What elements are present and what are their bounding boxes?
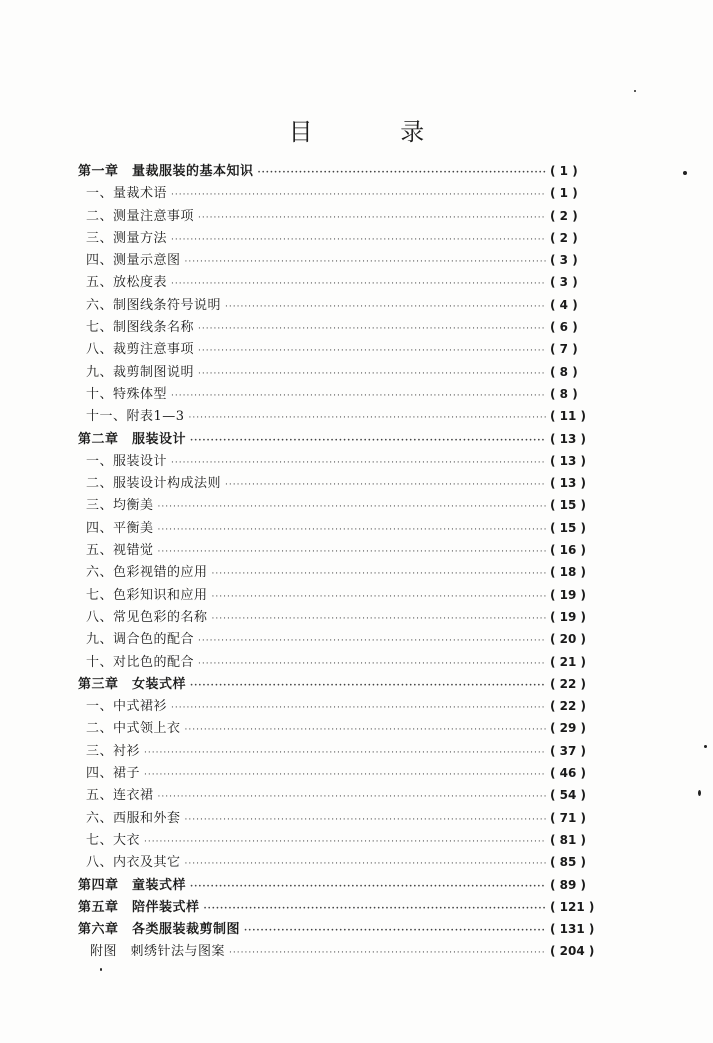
toc-entry-title: 九、调合色的配合 xyxy=(86,632,195,648)
toc-leader-dots xyxy=(185,853,546,875)
toc-entry-title: 七、色彩知识和应用 xyxy=(86,587,208,603)
toc-section-row xyxy=(78,628,598,650)
toc-page-number: ( 7 ) xyxy=(550,342,578,357)
toc-entry-title: 三、衬衫 xyxy=(86,743,141,759)
toc-section-row xyxy=(78,851,598,873)
toc-leader-dots xyxy=(198,363,546,385)
toc-page-number: ( 18 ) xyxy=(550,565,587,580)
toc-entry-title: 第四章 童装式样 xyxy=(78,877,187,893)
toc-entry-title: 八、裁剪注意事项 xyxy=(86,342,195,358)
toc-page-number: ( 13 ) xyxy=(550,431,587,446)
toc-section-row xyxy=(78,829,598,851)
toc-page-number: ( 1 ) xyxy=(550,186,578,201)
toc-section-row xyxy=(78,472,598,494)
toc-page-number: ( 85 ) xyxy=(550,855,587,870)
toc-section-row xyxy=(78,205,598,227)
toc-entry-title: 七、大衣 xyxy=(86,832,141,848)
toc-section-row xyxy=(78,405,598,427)
toc-entry-title: 一、量裁术语 xyxy=(86,186,168,202)
toc-section-row xyxy=(78,717,598,739)
toc-leader-dots xyxy=(158,541,546,563)
toc-page-number: ( 81 ) xyxy=(550,832,587,847)
toc-page-number: ( 29 ) xyxy=(550,721,587,736)
toc-page-number: ( 6 ) xyxy=(550,320,578,335)
toc-leader-dots xyxy=(190,876,546,898)
toc-entry-title: 二、中式领上衣 xyxy=(86,721,181,737)
toc-chapter-row xyxy=(78,160,598,182)
toc-entry-title: 一、服装设计 xyxy=(86,453,168,469)
toc-page-number: ( 89 ) xyxy=(550,877,587,892)
toc-chapter-row xyxy=(78,428,598,450)
toc-entry-title: 五、连衣裙 xyxy=(86,788,154,804)
toc-page-number: ( 4 ) xyxy=(550,297,578,312)
toc-leader-dots xyxy=(198,207,546,229)
toc-entry-title: 第二章 服装设计 xyxy=(78,431,187,447)
toc-section-row xyxy=(78,807,598,829)
toc-page-number: ( 15 ) xyxy=(550,498,587,513)
toc-page-number: ( 13 ) xyxy=(550,453,587,468)
toc-entry-title: 第一章 量裁服装的基本知识 xyxy=(78,164,254,179)
toc-section-row xyxy=(78,271,598,293)
toc-leader-dots xyxy=(144,742,546,764)
toc-leader-dots xyxy=(185,719,546,741)
toc-entry-title: 四、测量示意图 xyxy=(86,253,181,269)
page-title: 目 录 xyxy=(288,118,465,146)
toc-entry-title: 一、中式裙衫 xyxy=(86,699,168,715)
toc-chapter-row xyxy=(78,896,598,918)
scan-speck xyxy=(698,790,701,796)
toc-leader-dots xyxy=(225,474,546,496)
toc-entry-title: 九、裁剪制图说明 xyxy=(86,364,195,380)
toc-leader-dots xyxy=(158,519,546,541)
toc-leader-dots xyxy=(204,898,546,920)
toc-entry-title: 附图 刺绣针法与图案 xyxy=(90,944,226,960)
toc-entry-title: 第五章 陪伴装式样 xyxy=(78,899,200,915)
toc-section-row xyxy=(78,784,598,806)
toc-section-row xyxy=(78,383,598,405)
toc-page-number: ( 15 ) xyxy=(550,520,587,535)
toc-section-row xyxy=(78,294,598,316)
toc-appendix-row xyxy=(78,940,598,962)
toc-page-number: ( 121 ) xyxy=(550,899,595,914)
toc-leader-dots xyxy=(171,184,546,206)
table-of-contents xyxy=(78,160,598,963)
toc-leader-dots xyxy=(144,831,546,853)
toc-entry-title: 六、色彩视错的应用 xyxy=(86,565,208,581)
toc-entry-title: 十一、附表1—3 xyxy=(86,409,185,425)
toc-page-number: ( 22 ) xyxy=(550,699,587,714)
toc-entry-title: 三、均衡美 xyxy=(86,498,154,514)
toc-section-row xyxy=(78,740,598,762)
toc-page-number: ( 8 ) xyxy=(550,386,578,401)
toc-leader-dots xyxy=(185,251,546,273)
toc-leader-dots xyxy=(185,809,546,831)
toc-page-number: ( 1 ) xyxy=(550,164,578,178)
toc-page-number: ( 37 ) xyxy=(550,743,587,758)
toc-entry-title: 第六章 各类服装裁剪制图 xyxy=(78,922,241,938)
toc-page-number: ( 21 ) xyxy=(550,654,587,669)
toc-section-row xyxy=(78,249,598,271)
toc-section-row xyxy=(78,494,598,516)
toc-section-row xyxy=(78,361,598,383)
toc-entry-title: 五、视错觉 xyxy=(86,543,154,559)
toc-page-number: ( 8 ) xyxy=(550,364,578,379)
toc-page-number: ( 2 ) xyxy=(550,208,578,223)
toc-page-number: ( 19 ) xyxy=(550,587,587,602)
toc-leader-dots xyxy=(258,162,546,184)
toc-chapter-row xyxy=(78,673,598,695)
toc-section-row xyxy=(78,762,598,784)
toc-entry-title: 四、平衡美 xyxy=(86,520,154,536)
toc-entry-title: 第三章 女装式样 xyxy=(78,676,187,692)
toc-leader-dots xyxy=(171,697,546,719)
toc-entry-title: 三、测量方法 xyxy=(86,230,168,246)
toc-section-row xyxy=(78,539,598,561)
toc-page-number: ( 19 ) xyxy=(550,609,587,624)
toc-leader-dots xyxy=(171,229,546,251)
toc-leader-dots xyxy=(244,920,546,942)
toc-leader-dots xyxy=(198,630,546,652)
toc-entry-title: 二、服装设计构成法则 xyxy=(86,476,222,492)
toc-section-row xyxy=(78,182,598,204)
toc-leader-dots xyxy=(158,496,546,518)
toc-page-number: ( 13 ) xyxy=(550,476,587,491)
toc-section-row xyxy=(78,316,598,338)
toc-chapter-row xyxy=(78,874,598,896)
toc-page-number: ( 11 ) xyxy=(550,409,587,424)
toc-section-row xyxy=(78,338,598,360)
scan-speck xyxy=(704,745,707,748)
toc-section-row xyxy=(78,584,598,606)
toc-leader-dots xyxy=(158,786,546,808)
toc-leader-dots xyxy=(198,653,546,675)
toc-leader-dots xyxy=(198,318,546,340)
toc-page-number: ( 20 ) xyxy=(550,632,587,647)
toc-section-row xyxy=(78,606,598,628)
toc-entry-title: 十、对比色的配合 xyxy=(86,654,195,670)
scan-speck xyxy=(100,968,102,971)
toc-entry-title: 十、特殊体型 xyxy=(86,386,168,402)
toc-leader-dots xyxy=(225,296,546,318)
toc-leader-dots xyxy=(189,407,546,429)
toc-leader-dots xyxy=(229,942,546,964)
toc-leader-dots xyxy=(190,675,546,697)
toc-section-row xyxy=(78,517,598,539)
toc-page-number: ( 2 ) xyxy=(550,230,578,245)
toc-leader-dots xyxy=(198,340,546,362)
toc-entry-title: 四、裙子 xyxy=(86,766,141,782)
scan-speck xyxy=(683,171,687,175)
toc-section-row xyxy=(78,651,598,673)
toc-page-number: ( 22 ) xyxy=(550,676,587,691)
toc-entry-title: 六、西服和外套 xyxy=(86,810,181,826)
toc-page-number: ( 3 ) xyxy=(550,253,578,268)
toc-page-number: ( 131 ) xyxy=(550,922,595,937)
toc-section-row xyxy=(78,450,598,472)
toc-leader-dots xyxy=(144,764,546,786)
toc-leader-dots xyxy=(212,586,546,608)
toc-entry-title: 六、制图线条符号说明 xyxy=(86,297,222,313)
toc-page-number: ( 54 ) xyxy=(550,788,587,803)
toc-entry-title: 七、制图线条名称 xyxy=(86,320,195,336)
toc-page-number: ( 3 ) xyxy=(550,275,578,290)
toc-section-row xyxy=(78,227,598,249)
toc-page-number: ( 71 ) xyxy=(550,810,587,825)
toc-leader-dots xyxy=(212,608,546,630)
toc-leader-dots xyxy=(171,452,546,474)
toc-chapter-row xyxy=(78,918,598,940)
toc-entry-title: 五、放松度表 xyxy=(86,275,168,291)
toc-page-number: ( 204 ) xyxy=(550,944,595,959)
toc-page-number: ( 46 ) xyxy=(550,766,587,781)
toc-leader-dots xyxy=(171,385,546,407)
toc-entry-title: 二、测量注意事项 xyxy=(86,208,195,224)
toc-leader-dots xyxy=(212,563,546,585)
toc-entry-title: 八、常见色彩的名称 xyxy=(86,609,208,625)
toc-section-row xyxy=(78,695,598,717)
scan-speck xyxy=(634,90,636,92)
toc-page-number: ( 16 ) xyxy=(550,543,587,558)
toc-entry-title: 八、内衣及其它 xyxy=(86,855,181,871)
toc-leader-dots xyxy=(171,273,546,295)
toc-section-row xyxy=(78,561,598,583)
toc-leader-dots xyxy=(190,430,546,452)
